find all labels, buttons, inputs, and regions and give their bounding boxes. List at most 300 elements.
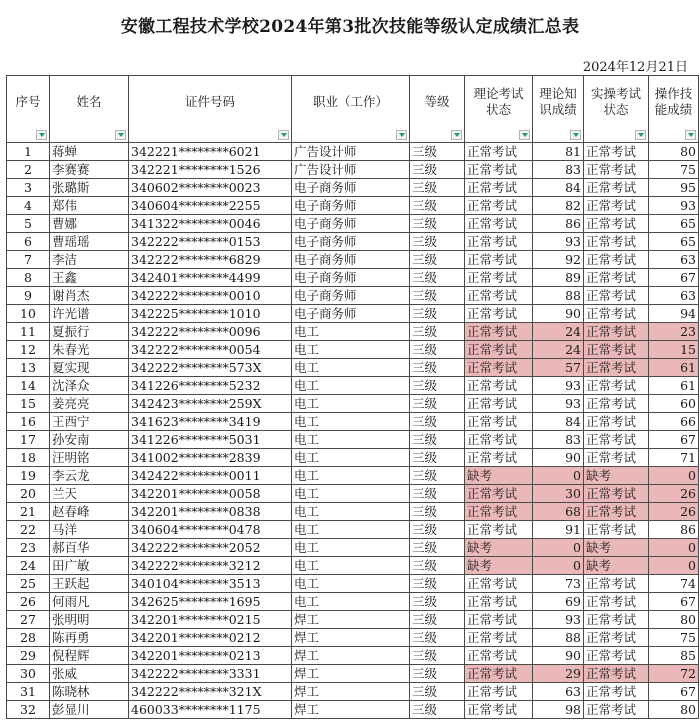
cell-level[interactable]: 三级 bbox=[410, 215, 465, 233]
cell-job[interactable]: 电工 bbox=[292, 413, 410, 431]
cell-theory-status[interactable]: 正常考试 bbox=[465, 269, 533, 287]
cell-level[interactable]: 三级 bbox=[410, 161, 465, 179]
cell-id[interactable]: 460033********1175 bbox=[129, 701, 292, 719]
cell-theory-status[interactable]: 正常考试 bbox=[465, 395, 533, 413]
cell-job[interactable]: 广告设计师 bbox=[292, 161, 410, 179]
cell-id[interactable]: 341226********5031 bbox=[129, 431, 292, 449]
cell-name[interactable]: 张璐斯 bbox=[50, 179, 129, 197]
cell-name[interactable]: 田广敏 bbox=[50, 557, 129, 575]
cell-name[interactable]: 曹瑶瑶 bbox=[50, 233, 129, 251]
filter-dropdown-icon[interactable] bbox=[570, 130, 581, 140]
cell-id[interactable]: 342222********0010 bbox=[129, 287, 292, 305]
cell-name[interactable]: 李云龙 bbox=[50, 467, 129, 485]
cell-theory-status[interactable]: 缺考 bbox=[465, 557, 533, 575]
cell-name[interactable]: 夏实现 bbox=[50, 359, 129, 377]
cell-theory-score[interactable]: 90 bbox=[533, 305, 584, 323]
cell-practice-status[interactable]: 正常考试 bbox=[584, 305, 649, 323]
cell-id[interactable]: 342423********259X bbox=[129, 395, 292, 413]
filter-dropdown-icon[interactable] bbox=[685, 130, 696, 140]
cell-name[interactable]: 曹娜 bbox=[50, 215, 129, 233]
cell-theory-score[interactable]: 73 bbox=[533, 575, 584, 593]
cell-theory-status[interactable]: 正常考试 bbox=[465, 161, 533, 179]
cell-practice-status[interactable]: 正常考试 bbox=[584, 683, 649, 701]
cell-practice-status[interactable]: 正常考试 bbox=[584, 665, 649, 683]
cell-name[interactable]: 姜亮亮 bbox=[50, 395, 129, 413]
cell-name[interactable]: 王鑫 bbox=[50, 269, 129, 287]
cell-name[interactable]: 兰天 bbox=[50, 485, 129, 503]
cell-practice-status[interactable]: 正常考试 bbox=[584, 341, 649, 359]
cell-job[interactable]: 电工 bbox=[292, 323, 410, 341]
cell-practice-status[interactable]: 正常考试 bbox=[584, 197, 649, 215]
cell-id[interactable]: 341226********5232 bbox=[129, 377, 292, 395]
cell-no[interactable]: 22 bbox=[7, 521, 50, 539]
cell-no[interactable]: 21 bbox=[7, 503, 50, 521]
cell-job[interactable]: 电工 bbox=[292, 341, 410, 359]
cell-theory-score[interactable]: 30 bbox=[533, 485, 584, 503]
cell-theory-status[interactable]: 正常考试 bbox=[465, 683, 533, 701]
cell-theory-score[interactable]: 0 bbox=[533, 467, 584, 485]
cell-theory-score[interactable]: 68 bbox=[533, 503, 584, 521]
cell-job[interactable]: 焊工 bbox=[292, 683, 410, 701]
cell-level[interactable]: 三级 bbox=[410, 611, 465, 629]
cell-theory-score[interactable]: 0 bbox=[533, 557, 584, 575]
cell-id[interactable]: 342222********6829 bbox=[129, 251, 292, 269]
cell-theory-score[interactable]: 98 bbox=[533, 701, 584, 719]
cell-job[interactable]: 电工 bbox=[292, 539, 410, 557]
cell-job[interactable]: 焊工 bbox=[292, 665, 410, 683]
cell-id[interactable]: 341623********3419 bbox=[129, 413, 292, 431]
cell-level[interactable]: 三级 bbox=[410, 647, 465, 665]
cell-job[interactable]: 电子商务师 bbox=[292, 215, 410, 233]
cell-theory-status[interactable]: 正常考试 bbox=[465, 647, 533, 665]
cell-no[interactable]: 25 bbox=[7, 575, 50, 593]
cell-name[interactable]: 谢肖杰 bbox=[50, 287, 129, 305]
cell-id[interactable]: 342625********1695 bbox=[129, 593, 292, 611]
cell-practice-status[interactable]: 正常考试 bbox=[584, 269, 649, 287]
cell-practice-score[interactable]: 75 bbox=[649, 629, 699, 647]
cell-level[interactable]: 三级 bbox=[410, 557, 465, 575]
cell-theory-status[interactable]: 正常考试 bbox=[465, 323, 533, 341]
cell-id[interactable]: 342222********573X bbox=[129, 359, 292, 377]
cell-theory-score[interactable]: 93 bbox=[533, 395, 584, 413]
cell-no[interactable]: 2 bbox=[7, 161, 50, 179]
cell-level[interactable]: 三级 bbox=[410, 395, 465, 413]
cell-name[interactable]: 郑伟 bbox=[50, 197, 129, 215]
cell-practice-score[interactable]: 85 bbox=[649, 647, 699, 665]
cell-name[interactable]: 王跃起 bbox=[50, 575, 129, 593]
cell-theory-score[interactable]: 91 bbox=[533, 521, 584, 539]
cell-practice-status[interactable]: 正常考试 bbox=[584, 593, 649, 611]
cell-job[interactable]: 电工 bbox=[292, 449, 410, 467]
cell-level[interactable]: 三级 bbox=[410, 503, 465, 521]
cell-no[interactable]: 29 bbox=[7, 647, 50, 665]
cell-name[interactable]: 沈泽众 bbox=[50, 377, 129, 395]
filter-dropdown-icon[interactable] bbox=[396, 130, 407, 140]
cell-practice-score[interactable]: 80 bbox=[649, 143, 699, 161]
cell-practice-status[interactable]: 正常考试 bbox=[584, 449, 649, 467]
cell-id[interactable]: 341322********0046 bbox=[129, 215, 292, 233]
cell-id[interactable]: 342201********0838 bbox=[129, 503, 292, 521]
cell-no[interactable]: 1 bbox=[7, 143, 50, 161]
cell-no[interactable]: 16 bbox=[7, 413, 50, 431]
cell-theory-status[interactable]: 正常考试 bbox=[465, 341, 533, 359]
cell-practice-score[interactable]: 80 bbox=[649, 701, 699, 719]
cell-level[interactable]: 三级 bbox=[410, 143, 465, 161]
cell-no[interactable]: 3 bbox=[7, 179, 50, 197]
cell-job[interactable]: 电工 bbox=[292, 521, 410, 539]
cell-theory-score[interactable]: 83 bbox=[533, 161, 584, 179]
cell-practice-score[interactable]: 75 bbox=[649, 161, 699, 179]
cell-theory-score[interactable]: 83 bbox=[533, 431, 584, 449]
cell-practice-score[interactable]: 67 bbox=[649, 683, 699, 701]
cell-theory-status[interactable]: 正常考试 bbox=[465, 593, 533, 611]
cell-job[interactable]: 焊工 bbox=[292, 611, 410, 629]
cell-no[interactable]: 23 bbox=[7, 539, 50, 557]
cell-level[interactable]: 三级 bbox=[410, 629, 465, 647]
cell-theory-score[interactable]: 88 bbox=[533, 629, 584, 647]
cell-practice-score[interactable]: 65 bbox=[649, 233, 699, 251]
filter-dropdown-icon[interactable] bbox=[278, 130, 289, 140]
cell-theory-score[interactable]: 93 bbox=[533, 233, 584, 251]
cell-level[interactable]: 三级 bbox=[410, 251, 465, 269]
cell-practice-status[interactable]: 正常考试 bbox=[584, 395, 649, 413]
cell-name[interactable]: 王西宁 bbox=[50, 413, 129, 431]
cell-level[interactable]: 三级 bbox=[410, 341, 465, 359]
cell-name[interactable]: 张明明 bbox=[50, 611, 129, 629]
cell-practice-status[interactable]: 正常考试 bbox=[584, 701, 649, 719]
cell-no[interactable]: 11 bbox=[7, 323, 50, 341]
cell-id[interactable]: 342222********321X bbox=[129, 683, 292, 701]
cell-no[interactable]: 30 bbox=[7, 665, 50, 683]
cell-practice-status[interactable]: 正常考试 bbox=[584, 215, 649, 233]
cell-practice-status[interactable]: 正常考试 bbox=[584, 287, 649, 305]
cell-no[interactable]: 8 bbox=[7, 269, 50, 287]
cell-job[interactable]: 电工 bbox=[292, 395, 410, 413]
cell-no[interactable]: 6 bbox=[7, 233, 50, 251]
table-row bbox=[7, 323, 699, 341]
cell-id[interactable]: 341002********2839 bbox=[129, 449, 292, 467]
cell-no[interactable]: 4 bbox=[7, 197, 50, 215]
cell-level[interactable]: 三级 bbox=[410, 485, 465, 503]
cell-id[interactable]: 342222********0054 bbox=[129, 341, 292, 359]
cell-level[interactable]: 三级 bbox=[410, 467, 465, 485]
cell-level[interactable]: 三级 bbox=[410, 323, 465, 341]
filter-dropdown-icon[interactable] bbox=[451, 130, 462, 140]
cell-job[interactable]: 焊工 bbox=[292, 647, 410, 665]
cell-job[interactable]: 焊工 bbox=[292, 629, 410, 647]
cell-level[interactable]: 三级 bbox=[410, 521, 465, 539]
cell-name[interactable]: 赵春峰 bbox=[50, 503, 129, 521]
cell-practice-score[interactable]: 80 bbox=[649, 611, 699, 629]
cell-no[interactable]: 17 bbox=[7, 431, 50, 449]
cell-practice-score[interactable]: 71 bbox=[649, 449, 699, 467]
cell-theory-status[interactable]: 正常考试 bbox=[465, 251, 533, 269]
cell-practice-score[interactable]: 67 bbox=[649, 593, 699, 611]
cell-practice-status[interactable]: 正常考试 bbox=[584, 647, 649, 665]
cell-theory-score[interactable]: 24 bbox=[533, 341, 584, 359]
cell-job[interactable]: 电子商务师 bbox=[292, 287, 410, 305]
cell-practice-score[interactable]: 0 bbox=[649, 467, 699, 485]
cell-no[interactable]: 24 bbox=[7, 557, 50, 575]
cell-no[interactable]: 9 bbox=[7, 287, 50, 305]
cell-practice-score[interactable]: 67 bbox=[649, 269, 699, 287]
cell-practice-score[interactable]: 65 bbox=[649, 215, 699, 233]
cell-job[interactable]: 电工 bbox=[292, 593, 410, 611]
cell-level[interactable]: 三级 bbox=[410, 683, 465, 701]
cell-level[interactable]: 三级 bbox=[410, 449, 465, 467]
cell-theory-status[interactable]: 正常考试 bbox=[465, 629, 533, 647]
cell-level[interactable]: 三级 bbox=[410, 359, 465, 377]
cell-theory-score[interactable]: 82 bbox=[533, 197, 584, 215]
cell-id[interactable]: 340604********0478 bbox=[129, 521, 292, 539]
cell-theory-score[interactable]: 69 bbox=[533, 593, 584, 611]
cell-id[interactable]: 340602********0023 bbox=[129, 179, 292, 197]
cell-id[interactable]: 342422********0011 bbox=[129, 467, 292, 485]
cell-theory-score[interactable]: 93 bbox=[533, 377, 584, 395]
cell-practice-score[interactable]: 15 bbox=[649, 341, 699, 359]
cell-practice-status[interactable]: 正常考试 bbox=[584, 359, 649, 377]
cell-name[interactable]: 陈晓林 bbox=[50, 683, 129, 701]
cell-theory-score[interactable]: 89 bbox=[533, 269, 584, 287]
cell-job[interactable]: 电子商务师 bbox=[292, 197, 410, 215]
cell-name[interactable]: 汪明铭 bbox=[50, 449, 129, 467]
cell-theory-status[interactable]: 正常考试 bbox=[465, 431, 533, 449]
cell-id[interactable]: 340604********2255 bbox=[129, 197, 292, 215]
cell-theory-status[interactable]: 正常考试 bbox=[465, 611, 533, 629]
cell-level[interactable]: 三级 bbox=[410, 665, 465, 683]
cell-no[interactable]: 5 bbox=[7, 215, 50, 233]
cell-theory-status[interactable]: 缺考 bbox=[465, 467, 533, 485]
cell-theory-status[interactable]: 正常考试 bbox=[465, 575, 533, 593]
cell-practice-status[interactable]: 正常考试 bbox=[584, 233, 649, 251]
cell-theory-status[interactable]: 正常考试 bbox=[465, 449, 533, 467]
cell-no[interactable]: 20 bbox=[7, 485, 50, 503]
cell-theory-status[interactable]: 正常考试 bbox=[465, 179, 533, 197]
cell-theory-score[interactable]: 63 bbox=[533, 683, 584, 701]
cell-id[interactable]: 342222********3212 bbox=[129, 557, 292, 575]
cell-theory-status[interactable]: 正常考试 bbox=[465, 215, 533, 233]
cell-level[interactable]: 三级 bbox=[410, 197, 465, 215]
cell-id[interactable]: 342221********6021 bbox=[129, 143, 292, 161]
cell-job[interactable]: 电工 bbox=[292, 485, 410, 503]
cell-practice-score[interactable]: 66 bbox=[649, 413, 699, 431]
cell-no[interactable]: 15 bbox=[7, 395, 50, 413]
cell-no[interactable]: 18 bbox=[7, 449, 50, 467]
cell-name[interactable]: 郝百华 bbox=[50, 539, 129, 557]
cell-job[interactable]: 电子商务师 bbox=[292, 305, 410, 323]
cell-practice-status[interactable]: 正常考试 bbox=[584, 521, 649, 539]
cell-level[interactable]: 三级 bbox=[410, 233, 465, 251]
cell-level[interactable]: 三级 bbox=[410, 539, 465, 557]
cell-job[interactable]: 电工 bbox=[292, 377, 410, 395]
cell-name[interactable]: 李洁 bbox=[50, 251, 129, 269]
cell-name[interactable]: 何雨凡 bbox=[50, 593, 129, 611]
cell-theory-score[interactable]: 92 bbox=[533, 251, 584, 269]
cell-practice-score[interactable]: 63 bbox=[649, 251, 699, 269]
cell-no[interactable]: 32 bbox=[7, 701, 50, 719]
cell-name[interactable]: 彭显川 bbox=[50, 701, 129, 719]
cell-theory-score[interactable]: 86 bbox=[533, 215, 584, 233]
cell-no[interactable]: 27 bbox=[7, 611, 50, 629]
cell-level[interactable]: 三级 bbox=[410, 431, 465, 449]
cell-practice-status[interactable]: 正常考试 bbox=[584, 251, 649, 269]
cell-no[interactable]: 12 bbox=[7, 341, 50, 359]
cell-practice-score[interactable]: 95 bbox=[649, 179, 699, 197]
cell-id[interactable]: 340104********3513 bbox=[129, 575, 292, 593]
cell-theory-score[interactable]: 0 bbox=[533, 539, 584, 557]
cell-theory-status[interactable]: 缺考 bbox=[465, 539, 533, 557]
cell-no[interactable]: 19 bbox=[7, 467, 50, 485]
cell-name[interactable]: 陈再勇 bbox=[50, 629, 129, 647]
cell-theory-status[interactable]: 正常考试 bbox=[465, 197, 533, 215]
cell-no[interactable]: 10 bbox=[7, 305, 50, 323]
cell-level[interactable]: 三级 bbox=[410, 575, 465, 593]
cell-practice-status[interactable]: 正常考试 bbox=[584, 377, 649, 395]
cell-practice-status[interactable]: 正常考试 bbox=[584, 431, 649, 449]
cell-job[interactable]: 电工 bbox=[292, 359, 410, 377]
cell-level[interactable]: 三级 bbox=[410, 269, 465, 287]
cell-practice-status[interactable]: 缺考 bbox=[584, 467, 649, 485]
cell-job[interactable]: 电子商务师 bbox=[292, 251, 410, 269]
cell-practice-score[interactable]: 93 bbox=[649, 197, 699, 215]
cell-name[interactable]: 倪程辉 bbox=[50, 647, 129, 665]
cell-no[interactable]: 7 bbox=[7, 251, 50, 269]
cell-job[interactable]: 电工 bbox=[292, 467, 410, 485]
cell-job[interactable]: 电工 bbox=[292, 557, 410, 575]
cell-practice-status[interactable]: 正常考试 bbox=[584, 413, 649, 431]
table-row bbox=[7, 647, 699, 665]
cell-theory-status[interactable]: 正常考试 bbox=[465, 305, 533, 323]
cell-theory-score[interactable]: 84 bbox=[533, 179, 584, 197]
cell-name[interactable]: 夏振行 bbox=[50, 323, 129, 341]
cell-level[interactable]: 三级 bbox=[410, 179, 465, 197]
cell-job[interactable]: 电子商务师 bbox=[292, 179, 410, 197]
cell-practice-score[interactable]: 94 bbox=[649, 305, 699, 323]
cell-name[interactable]: 马洋 bbox=[50, 521, 129, 539]
cell-name[interactable]: 张威 bbox=[50, 665, 129, 683]
cell-practice-score[interactable]: 74 bbox=[649, 575, 699, 593]
cell-no[interactable]: 28 bbox=[7, 629, 50, 647]
cell-theory-status[interactable]: 正常考试 bbox=[465, 665, 533, 683]
cell-practice-score[interactable]: 61 bbox=[649, 359, 699, 377]
cell-no[interactable]: 13 bbox=[7, 359, 50, 377]
cell-theory-status[interactable]: 正常考试 bbox=[465, 359, 533, 377]
cell-practice-status[interactable]: 正常考试 bbox=[584, 629, 649, 647]
cell-theory-status[interactable]: 正常考试 bbox=[465, 701, 533, 719]
cell-theory-status[interactable]: 正常考试 bbox=[465, 521, 533, 539]
cell-id[interactable]: 342201********0215 bbox=[129, 611, 292, 629]
table-row bbox=[7, 161, 699, 179]
cell-practice-status[interactable]: 正常考试 bbox=[584, 161, 649, 179]
cell-id[interactable]: 342225********1010 bbox=[129, 305, 292, 323]
cell-theory-score[interactable]: 81 bbox=[533, 143, 584, 161]
filter-dropdown-icon[interactable] bbox=[115, 130, 126, 140]
cell-id[interactable]: 342401********4499 bbox=[129, 269, 292, 287]
cell-id[interactable]: 342201********0213 bbox=[129, 647, 292, 665]
cell-level[interactable]: 三级 bbox=[410, 305, 465, 323]
cell-theory-score[interactable]: 90 bbox=[533, 647, 584, 665]
cell-practice-status[interactable]: 正常考试 bbox=[584, 485, 649, 503]
cell-practice-score[interactable]: 86 bbox=[649, 521, 699, 539]
cell-practice-score[interactable]: 23 bbox=[649, 323, 699, 341]
filter-dropdown-icon[interactable] bbox=[519, 130, 530, 140]
cell-practice-status[interactable]: 正常考试 bbox=[584, 143, 649, 161]
cell-theory-score[interactable]: 29 bbox=[533, 665, 584, 683]
cell-id[interactable]: 342201********0212 bbox=[129, 629, 292, 647]
cell-job[interactable]: 电工 bbox=[292, 431, 410, 449]
cell-theory-status[interactable]: 正常考试 bbox=[465, 377, 533, 395]
cell-job[interactable]: 电子商务师 bbox=[292, 233, 410, 251]
cell-theory-status[interactable]: 正常考试 bbox=[465, 503, 533, 521]
cell-theory-score[interactable]: 24 bbox=[533, 323, 584, 341]
cell-theory-status[interactable]: 正常考试 bbox=[465, 143, 533, 161]
cell-theory-score[interactable]: 84 bbox=[533, 413, 584, 431]
cell-theory-status[interactable]: 正常考试 bbox=[465, 233, 533, 251]
cell-id[interactable]: 342201********0058 bbox=[129, 485, 292, 503]
cell-id[interactable]: 342222********0096 bbox=[129, 323, 292, 341]
cell-level[interactable]: 三级 bbox=[410, 701, 465, 719]
cell-name[interactable]: 李赛赛 bbox=[50, 161, 129, 179]
cell-name[interactable]: 蒋蝉 bbox=[50, 143, 129, 161]
cell-no[interactable]: 14 bbox=[7, 377, 50, 395]
cell-id[interactable]: 342222********2052 bbox=[129, 539, 292, 557]
cell-practice-score[interactable]: 0 bbox=[649, 539, 699, 557]
cell-practice-score[interactable]: 60 bbox=[649, 395, 699, 413]
cell-level[interactable]: 三级 bbox=[410, 593, 465, 611]
cell-theory-status[interactable]: 正常考试 bbox=[465, 413, 533, 431]
cell-job[interactable]: 广告设计师 bbox=[292, 143, 410, 161]
cell-practice-status[interactable]: 正常考试 bbox=[584, 323, 649, 341]
cell-name[interactable]: 朱春光 bbox=[50, 341, 129, 359]
cell-theory-score[interactable]: 93 bbox=[533, 611, 584, 629]
cell-no[interactable]: 31 bbox=[7, 683, 50, 701]
cell-theory-status[interactable]: 正常考试 bbox=[465, 485, 533, 503]
filter-dropdown-icon[interactable] bbox=[635, 130, 646, 140]
cell-practice-status[interactable]: 正常考试 bbox=[584, 179, 649, 197]
cell-theory-score[interactable]: 90 bbox=[533, 449, 584, 467]
cell-theory-score[interactable]: 88 bbox=[533, 287, 584, 305]
cell-level[interactable]: 三级 bbox=[410, 377, 465, 395]
cell-name[interactable]: 孙安南 bbox=[50, 431, 129, 449]
cell-name[interactable]: 许光谱 bbox=[50, 305, 129, 323]
cell-practice-status[interactable]: 正常考试 bbox=[584, 503, 649, 521]
cell-id[interactable]: 342222********0153 bbox=[129, 233, 292, 251]
cell-practice-status[interactable]: 缺考 bbox=[584, 557, 649, 575]
cell-theory-score[interactable]: 57 bbox=[533, 359, 584, 377]
cell-job[interactable]: 电子商务师 bbox=[292, 269, 410, 287]
cell-theory-status[interactable]: 正常考试 bbox=[465, 287, 533, 305]
cell-practice-score[interactable]: 26 bbox=[649, 503, 699, 521]
cell-job[interactable]: 焊工 bbox=[292, 701, 410, 719]
filter-dropdown-icon[interactable] bbox=[36, 130, 47, 140]
cell-level[interactable]: 三级 bbox=[410, 287, 465, 305]
cell-practice-status[interactable]: 正常考试 bbox=[584, 611, 649, 629]
cell-practice-score[interactable]: 26 bbox=[649, 485, 699, 503]
cell-practice-status[interactable]: 缺考 bbox=[584, 539, 649, 557]
cell-job[interactable]: 电工 bbox=[292, 575, 410, 593]
cell-no[interactable]: 26 bbox=[7, 593, 50, 611]
cell-id[interactable]: 342221********1526 bbox=[129, 161, 292, 179]
cell-practice-score[interactable]: 0 bbox=[649, 557, 699, 575]
cell-practice-score[interactable]: 67 bbox=[649, 431, 699, 449]
cell-practice-score[interactable]: 61 bbox=[649, 377, 699, 395]
cell-job[interactable]: 电工 bbox=[292, 503, 410, 521]
cell-practice-score[interactable]: 72 bbox=[649, 665, 699, 683]
cell-practice-status[interactable]: 正常考试 bbox=[584, 575, 649, 593]
cell-practice-score[interactable]: 63 bbox=[649, 287, 699, 305]
cell-level[interactable]: 三级 bbox=[410, 413, 465, 431]
cell-id[interactable]: 342222********3331 bbox=[129, 665, 292, 683]
